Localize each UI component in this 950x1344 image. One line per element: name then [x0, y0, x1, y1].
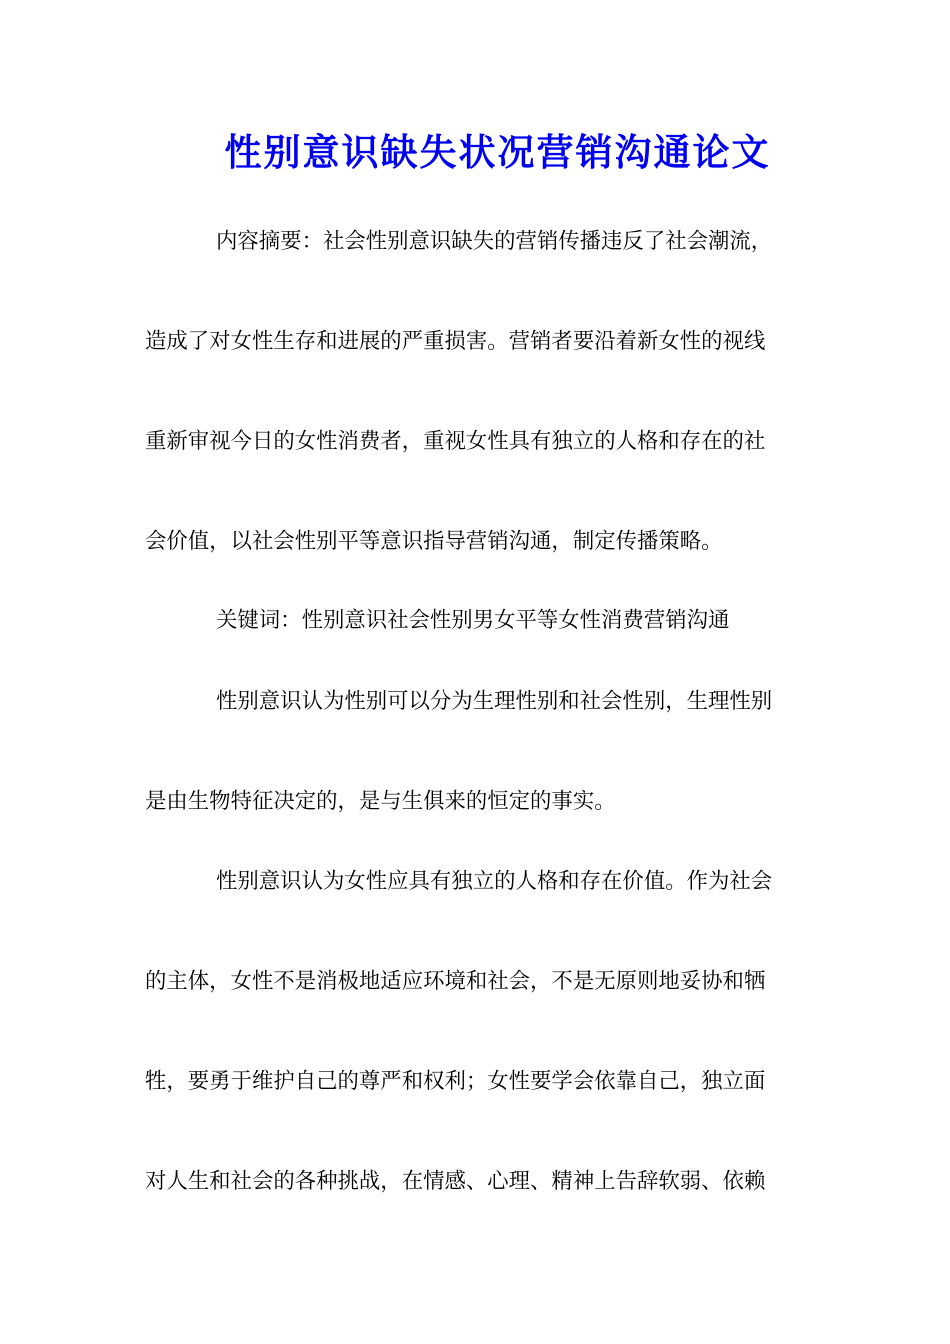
page-title: 性别意识缺失状况营销沟通论文 [224, 130, 771, 174]
paragraph-2-line-4: 对人生和社会的各种挑战，在情感、心理、精神上告辞软弱、依赖 [145, 1169, 766, 1194]
abstract-line-3: 重新审视今日的女性消费者，重视女性具有独立的人格和存在的社 [145, 429, 766, 454]
abstract-line-2: 造成了对女性生存和进展的严重损害。营销者要沿着新女性的视线 [145, 329, 766, 354]
paragraph-2-line-3: 牲，要勇于维护自己的尊严和权利；女性要学会依靠自己，独立面 [145, 1069, 766, 1094]
keywords-line: 关键词：性别意识社会性别男女平等女性消费营销沟通 [216, 608, 730, 633]
paragraph-2-line-2: 的主体，女性不是消极地适应环境和社会，不是无原则地妥协和牺 [145, 969, 766, 994]
paragraph-2-line-1: 性别意识认为女性应具有独立的人格和存在价值。作为社会 [216, 869, 773, 894]
paragraph-1-line-1: 性别意识认为性别可以分为生理性别和社会性别，生理性别 [216, 689, 773, 714]
abstract-line-4: 会价值，以社会性别平等意识指导营销沟通，制定传播策略。 [145, 529, 723, 554]
abstract-line-1: 内容摘要：社会性别意识缺失的营销传播违反了社会潮流， [216, 229, 773, 254]
paragraph-1-line-2: 是由生物特征决定的，是与生俱来的恒定的事实。 [145, 789, 616, 814]
